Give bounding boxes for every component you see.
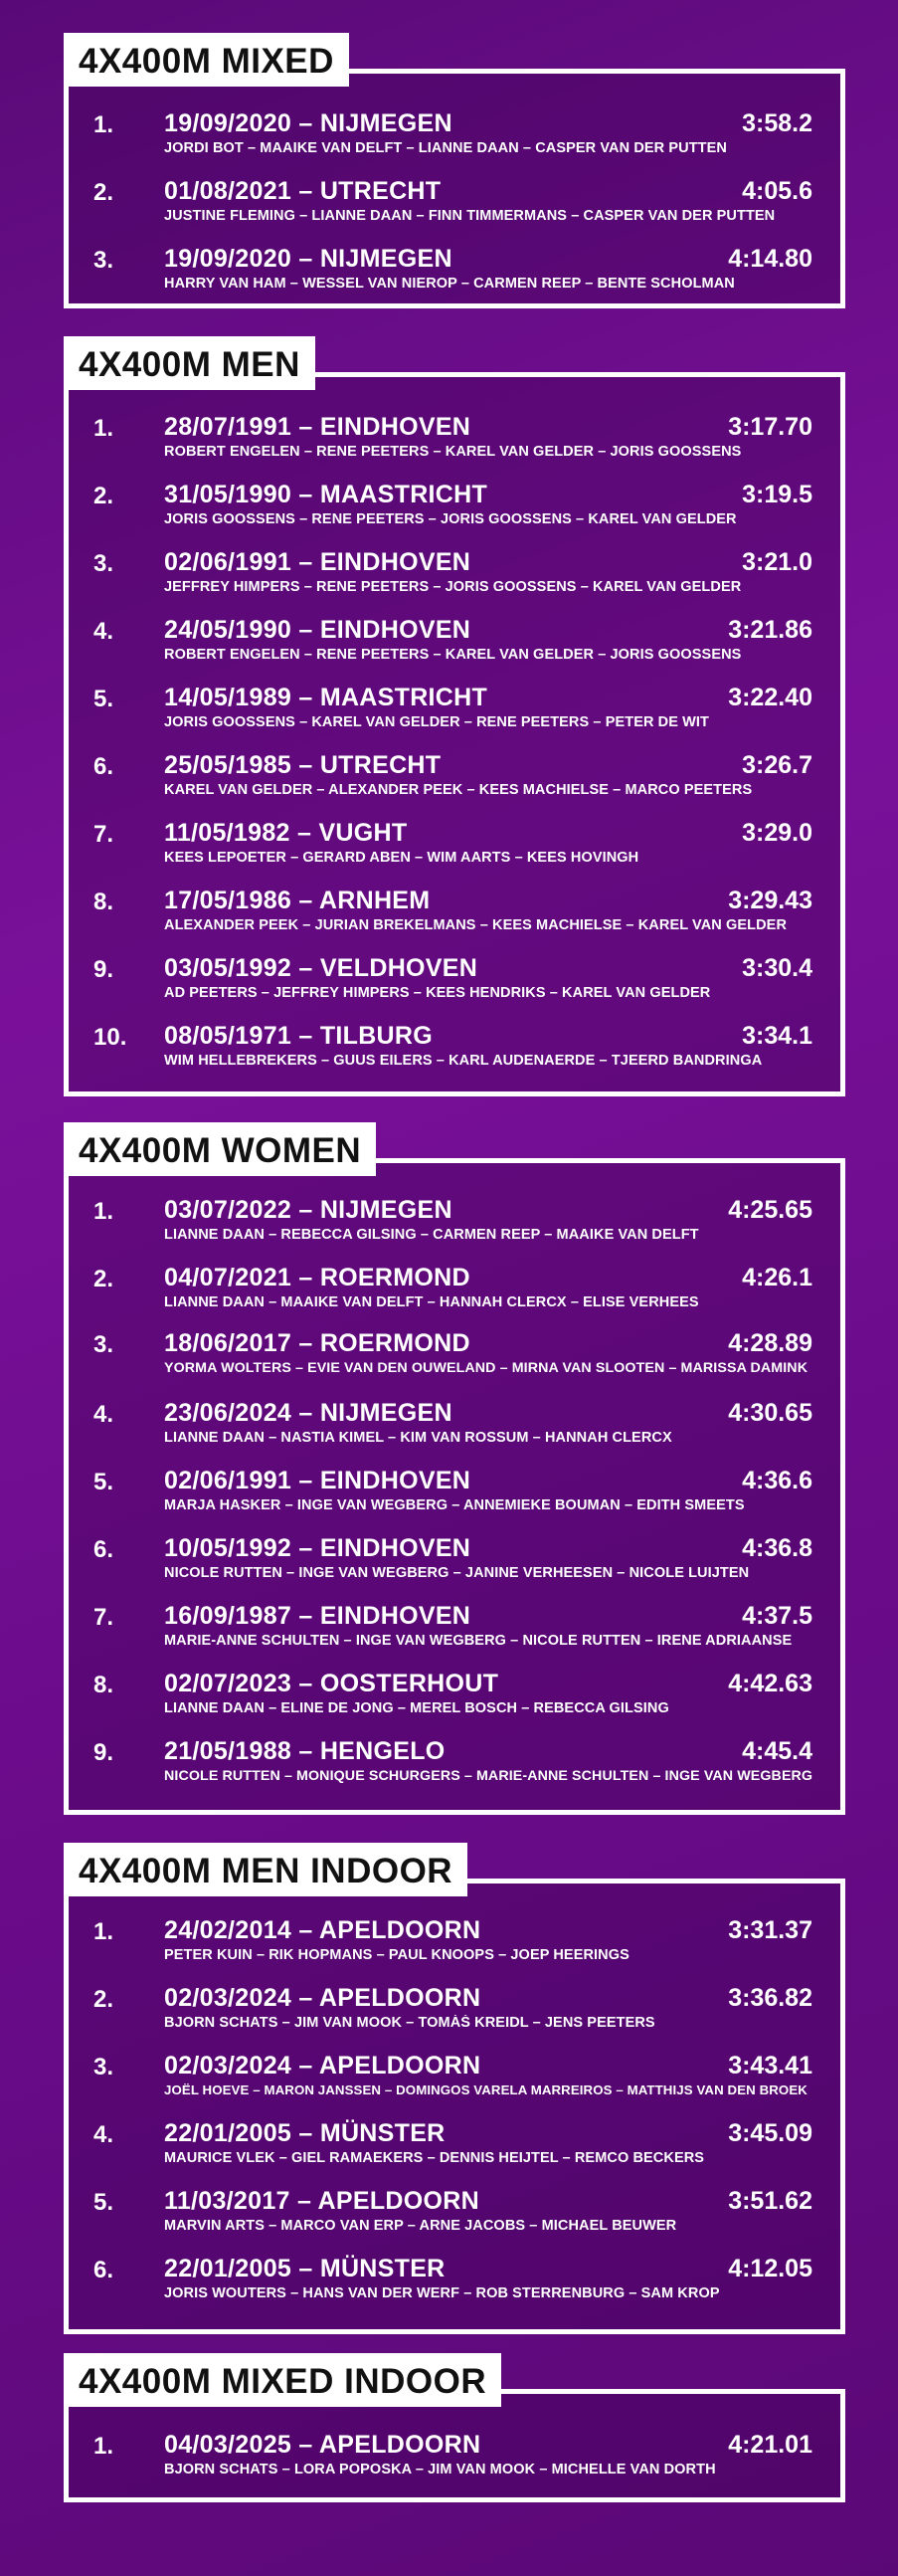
record-date-location: 02/06/1991 – EINDHOVEN [164,1467,471,1494]
record-date-location: 25/05/1985 – UTRECHT [164,751,442,779]
record-rank: 10. [93,1024,127,1051]
record-row [64,1534,845,1596]
record-rank: 8. [93,1672,114,1698]
record-rank: 7. [93,821,114,848]
record-time: 3:21.86 [728,616,812,644]
record-team: ALEXANDER PEEK – JURIAN BREKELMANS – KEES MACHIELSE – KAREL VAN GELDER [164,917,788,933]
record-team: AD PEETERS – JEFFREY HIMPERS – KEES HENDRIKS – KAREL VAN GELDER [164,985,711,1001]
record-date-location: 02/03/2024 – APELDOORN [164,2052,481,2080]
record-rank: 1. [93,2433,114,2460]
record-date-location: 04/07/2021 – ROERMOND [164,1264,470,1291]
record-rank: 4. [93,618,114,645]
record-time: 4:45.4 [742,1737,812,1765]
record-date-location: 02/03/2024 – APELDOORN [164,1984,481,2012]
record-rank: 3. [93,2054,114,2081]
record-time: 4:12.05 [728,2255,812,2282]
record-team: ROBERT ENGELEN – RENE PEETERS – KAREL VAN GELDER – JORIS GOOSSENS [164,647,742,663]
record-row [64,2187,845,2249]
record-team: HARRY VAN HAM – WESSEL VAN NIEROP – CARMEN REEP – BENTE SCHOLMAN [164,276,735,292]
record-time: 4:14.80 [728,245,812,273]
record-row [64,954,845,1016]
record-team: LIANNE DAAN – NASTIA KIMEL – KIM VAN ROSSUM – HANNAH CLERCX [164,1430,672,1446]
record-date-location: 17/05/1986 – ARNHEM [164,887,431,914]
record-date-location: 22/01/2005 – MÜNSTER [164,2255,446,2282]
record-rank: 1. [93,1918,114,1945]
record-time: 3:58.2 [742,109,812,137]
record-time: 4:30.65 [728,1399,812,1427]
record-row [64,684,845,745]
record-row [64,1737,845,1799]
record-row [64,1196,845,1258]
record-date-location: 02/07/2023 – OOSTERHOUT [164,1670,499,1697]
record-date-location: 01/08/2021 – UTRECHT [164,177,442,205]
section-title: 4X400M WOMEN [64,1122,376,1176]
record-time: 3:51.62 [728,2187,812,2215]
record-row [64,2119,845,2181]
record-time: 4:26.1 [742,1264,812,1291]
record-time: 3:34.1 [742,1022,812,1050]
record-team: JORIS WOUTERS – HANS VAN DER WERF – ROB STERRENBURG – SAM KROP [164,2285,720,2301]
record-time: 4:05.6 [742,177,812,205]
record-rank: 4. [93,2121,114,2148]
record-team: MARIE-ANNE SCHULTEN – INGE VAN WEGBERG – NICOLE RUTTEN – IRENE ADRIAANSE [164,1633,793,1649]
record-rank: 1. [93,415,114,442]
record-rank: 1. [93,111,114,138]
record-row [64,819,845,881]
record-date-location: 28/07/1991 – EINDHOVEN [164,413,471,441]
record-time: 3:21.0 [742,548,812,576]
record-time: 4:25.65 [728,1196,812,1224]
record-section [64,33,845,308]
record-team: NICOLE RUTTEN – MONIQUE SCHURGERS – MARIE-ANNE SCHULTEN – INGE VAN WEGBERG [164,1768,812,1784]
record-team: JORIS GOOSSENS – KAREL VAN GELDER – RENE PEETERS – PETER DE WIT [164,714,710,730]
record-row [64,413,845,475]
record-row [64,2255,845,2316]
record-date-location: 19/09/2020 – NIJMEGEN [164,245,452,273]
record-time: 4:42.63 [728,1670,812,1697]
record-date-location: 10/05/1992 – EINDHOVEN [164,1534,471,1562]
record-team: NICOLE RUTTEN – INGE VAN WEGBERG – JANINE VERHEESEN – NICOLE LUIJTEN [164,1565,750,1581]
record-date-location: 24/05/1990 – EINDHOVEN [164,616,471,644]
record-rank: 5. [93,686,114,712]
section-title: 4X400M MEN [64,336,315,390]
record-time: 3:31.37 [728,1916,812,1944]
record-team: MARVIN ARTS – MARCO VAN ERP – ARNE JACOBS – MICHAEL BEUWER [164,2218,677,2234]
record-time: 3:43.41 [728,2052,812,2080]
record-time: 3:22.40 [728,684,812,711]
record-row [64,887,845,948]
record-date-location: 19/09/2020 – NIJMEGEN [164,109,452,137]
record-row [64,2431,845,2492]
record-date-location: 11/05/1982 – VUGHT [164,819,408,847]
record-rank: 5. [93,1469,114,1495]
record-team: BJORN SCHATS – LORA POPOSKA – JIM VAN MOOK – MICHELLE VAN DORTH [164,2462,716,2477]
record-row [64,1399,845,1461]
record-date-location: 22/01/2005 – MÜNSTER [164,2119,446,2147]
record-row [64,2052,845,2113]
record-time: 4:36.8 [742,1534,812,1562]
record-team: WIM HELLEBREKERS – GUUS EILERS – KARL AUDENAERDE – TJEERD BANDRINGA [164,1053,763,1069]
record-team: BJORN SCHATS – JIM VAN MOOK – TOMÁŠ KREIDL – JENS PEETERS [164,2015,655,2031]
record-date-location: 02/06/1991 – EINDHOVEN [164,548,471,576]
record-rank: 2. [93,1986,114,2013]
record-time: 3:29.0 [742,819,812,847]
record-rank: 3. [93,247,114,274]
record-row [64,1022,845,1084]
record-row [64,481,845,542]
record-date-location: 21/05/1988 – HENGELO [164,1737,446,1765]
record-time: 3:26.7 [742,751,812,779]
record-row [64,548,845,610]
record-date-location: 16/09/1987 – EINDHOVEN [164,1602,471,1630]
record-rank: 9. [93,956,114,983]
record-date-location: 03/05/1992 – VELDHOVEN [164,954,478,982]
record-rank: 8. [93,889,114,915]
record-team: MAURICE VLEK – GIEL RAMAEKERS – DENNIS HEIJTEL – REMCO BECKERS [164,2150,705,2166]
record-time: 3:29.43 [728,887,812,914]
record-team: JEFFREY HIMPERS – RENE PEETERS – JORIS GOOSSENS – KAREL VAN GELDER [164,579,742,595]
record-team: JOËL HOEVE – MARON JANSSEN – DOMINGOS VARELA MARREIROS – MATTHIJS VAN DEN BROEK [164,2082,808,2097]
record-team: JORIS GOOSSENS – RENE PEETERS – JORIS GOOSSENS – KAREL VAN GELDER [164,511,737,527]
record-row [64,109,845,171]
record-team: YORMA WOLTERS – EVIE VAN DEN OUWELAND – MIRNA VAN SLOOTEN – MARISSA DAMINK [164,1360,808,1376]
record-time: 4:36.6 [742,1467,812,1494]
record-team: LIANNE DAAN – MAAIKE VAN DELFT – HANNAH CLERCX – ELISE VERHEES [164,1294,699,1310]
record-team: MARJA HASKER – INGE VAN WEGBERG – ANNEMIEKE BOUMAN – EDITH SMEETS [164,1497,745,1513]
record-rank: 6. [93,2257,114,2283]
record-team: JORDI BOT – MAAIKE VAN DELFT – LIANNE DAAN – CASPER VAN DER PUTTEN [164,140,727,156]
record-rank: 6. [93,753,114,780]
record-rank: 5. [93,2189,114,2216]
record-section [64,2353,845,2502]
record-section [64,1843,845,2334]
record-rank: 3. [93,550,114,577]
record-row [64,751,845,813]
record-time: 4:37.5 [742,1602,812,1630]
record-rank: 2. [93,1266,114,1292]
record-row [64,1916,845,1978]
record-date-location: 23/06/2024 – NIJMEGEN [164,1399,452,1427]
record-row [64,1984,845,2046]
record-time: 3:30.4 [742,954,812,982]
record-row [64,1329,845,1391]
record-rank: 2. [93,483,114,509]
record-team: KEES LEPOETER – GERARD ABEN – WIM AARTS – KEES HOVINGH [164,850,639,866]
record-date-location: 04/03/2025 – APELDOORN [164,2431,481,2459]
record-row [64,1670,845,1731]
record-date-location: 14/05/1989 – MAASTRICHT [164,684,488,711]
record-section [64,1122,845,1815]
record-rank: 2. [93,179,114,206]
record-rank: 1. [93,1198,114,1225]
record-team: LIANNE DAAN – REBECCA GILSING – CARMEN REEP – MAAIKE VAN DELFT [164,1227,699,1243]
record-date-location: 18/06/2017 – ROERMOND [164,1329,470,1357]
record-team: KAREL VAN GELDER – ALEXANDER PEEK – KEES MACHIELSE – MARCO PEETERS [164,782,753,798]
record-time: 3:17.70 [728,413,812,441]
record-time: 4:21.01 [728,2431,812,2459]
section-title: 4X400M MEN INDOOR [64,1843,467,1896]
record-rank: 4. [93,1401,114,1428]
record-date-location: 24/02/2014 – APELDOORN [164,1916,481,1944]
record-time: 4:28.89 [728,1329,812,1357]
record-row [64,616,845,678]
record-row [64,1602,845,1664]
record-rank: 3. [93,1331,114,1358]
record-date-location: 11/03/2017 – APELDOORN [164,2187,479,2215]
record-team: ROBERT ENGELEN – RENE PEETERS – KAREL VAN GELDER – JORIS GOOSSENS [164,444,742,460]
record-rank: 9. [93,1739,114,1766]
section-title: 4X400M MIXED INDOOR [64,2353,501,2407]
record-time: 3:45.09 [728,2119,812,2147]
record-row [64,1264,845,1325]
record-date-location: 31/05/1990 – MAASTRICHT [164,481,488,508]
record-team: PETER KUIN – RIK HOPMANS – PAUL KNOOPS – JOEP HEERINGS [164,1947,629,1963]
record-team: LIANNE DAAN – ELINE DE JONG – MEREL BOSCH – REBECCA GILSING [164,1700,669,1716]
record-section [64,336,845,1096]
record-time: 3:19.5 [742,481,812,508]
record-date-location: 03/07/2022 – NIJMEGEN [164,1196,452,1224]
record-rank: 7. [93,1604,114,1631]
record-time: 3:36.82 [728,1984,812,2012]
record-date-location: 08/05/1971 – TILBURG [164,1022,434,1050]
record-row [64,1467,845,1528]
record-rank: 6. [93,1536,114,1563]
record-team: JUSTINE FLEMING – LIANNE DAAN – FINN TIMMERMANS – CASPER VAN DER PUTTEN [164,208,776,224]
record-row [64,245,845,306]
record-row [64,177,845,239]
section-title: 4X400M MIXED [64,33,349,87]
